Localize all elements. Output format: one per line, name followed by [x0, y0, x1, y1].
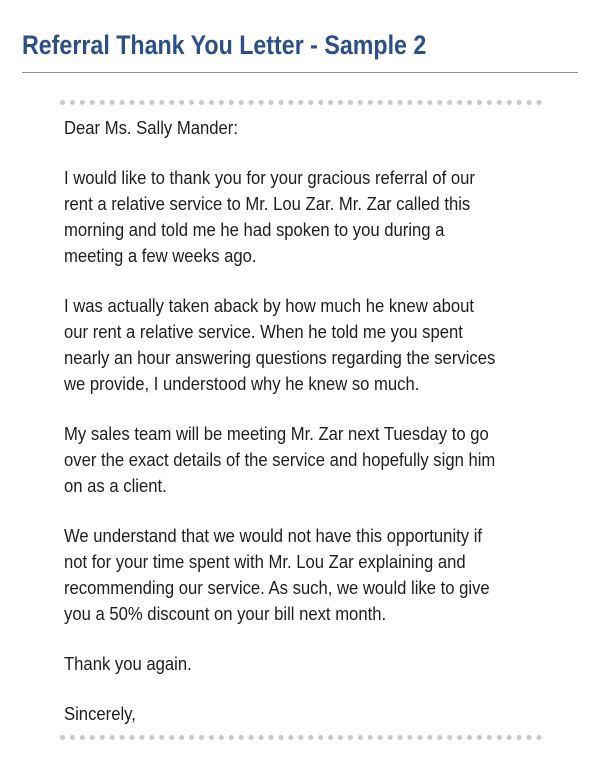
- bottom-dotted-divider: [60, 735, 542, 740]
- paragraph-line: we provide, I understood why he knew so much.: [64, 373, 420, 394]
- paragraph-line: on as a client.: [64, 475, 167, 496]
- paragraph-1: [64, 165, 574, 269]
- closing: [64, 701, 574, 727]
- paragraph-line: our rent a relative service. When he told me you spent: [64, 321, 463, 342]
- letter-body: [64, 115, 574, 727]
- top-dotted-divider: [60, 100, 542, 105]
- closing-text: Sincerely,: [64, 703, 136, 724]
- paragraph-3: [64, 421, 574, 499]
- title-divider: [22, 72, 578, 73]
- thanks-line: [64, 651, 574, 677]
- paragraph-line: you a 50% discount on your bill next month.: [64, 603, 387, 624]
- paragraph-line: nearly an hour answering questions regarding the services: [64, 347, 496, 368]
- paragraph-line: I was actually taken aback by how much he knew about: [64, 295, 475, 316]
- paragraph-line: over the exact details of the service and hopefully sign him: [64, 449, 496, 470]
- thanks-text: Thank you again.: [64, 653, 192, 674]
- salutation-text: Dear Ms. Sally Mander:: [64, 117, 238, 138]
- paragraph-line: My sales team will be meeting Mr. Zar next Tuesday to go: [64, 423, 489, 444]
- paragraph-line: recommending our service. As such, we would like to give: [64, 577, 490, 598]
- paragraph-line: not for your time spent with Mr. Lou Zar explaining and: [64, 551, 466, 572]
- paragraph-line: We understand that we would not have this opportunity if: [64, 525, 483, 546]
- page-title: Referral Thank You Letter - Sample 2: [22, 30, 427, 60]
- paragraph-4: [64, 523, 574, 627]
- paragraph-line: meeting a few weeks ago.: [64, 245, 257, 266]
- paragraph-line: morning and told me he had spoken to you during a: [64, 219, 445, 240]
- salutation: [64, 115, 574, 141]
- paragraph-line: rent a relative service to Mr. Lou Zar. Mr. Zar called this: [64, 193, 471, 214]
- paragraph-line: I would like to thank you for your gracious referral of our: [64, 167, 475, 188]
- paragraph-2: [64, 293, 574, 397]
